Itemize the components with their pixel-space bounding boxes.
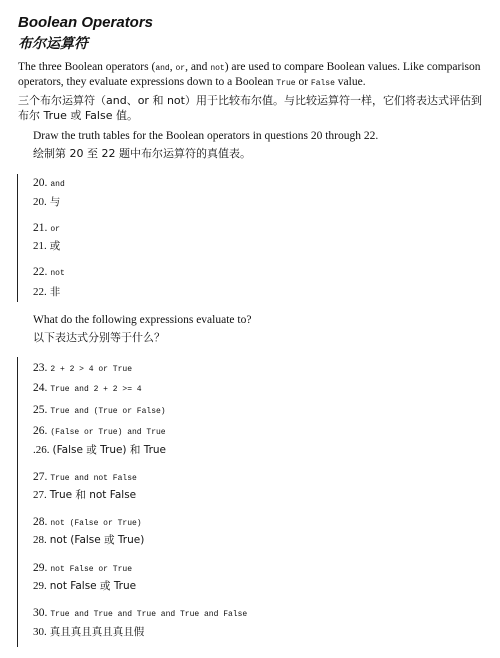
intro-text: , and xyxy=(185,61,211,73)
question-code: True and True and True and True and False xyxy=(50,610,248,619)
question-number: .26. xyxy=(33,444,50,456)
inline-code-false: False xyxy=(310,78,335,88)
question-28-en xyxy=(33,515,142,531)
question-20-zh xyxy=(33,195,60,209)
question-21-zh xyxy=(33,239,60,253)
intro-text: or xyxy=(295,75,311,88)
question-22-zh xyxy=(33,285,60,299)
question-22-en xyxy=(33,265,65,281)
question-number: 24. xyxy=(33,382,48,394)
question-translation: (False 或 True) 和 True xyxy=(52,444,167,456)
question-number: 21. xyxy=(33,222,48,234)
intro-paragraph-zh: 三个布尔运算符（and、or 和 not）用于比较布尔值。与比较运算符一样，它们将表达式评估到布尔 True 或 False 值。 xyxy=(18,94,482,122)
question-block-bar xyxy=(17,357,18,647)
inline-code-true: True xyxy=(276,78,296,88)
question-number: 30. xyxy=(33,626,47,638)
question-code: (False or True) and True xyxy=(50,428,166,437)
instruction-truth-tables-en: Draw the truth tables for the Boolean operators in questions 20 through 22. xyxy=(33,130,379,142)
question-27-zh xyxy=(33,488,136,502)
question-code: not xyxy=(50,269,65,278)
intro-text: ) are used to compare Boolean values. Like comparison operators, they evaluate expressions down to a Boolean xyxy=(18,61,481,88)
question-translation: not False 或 True xyxy=(49,580,137,592)
question-number: 29. xyxy=(33,562,48,574)
question-number: 27. xyxy=(33,471,48,483)
intro-text: value. xyxy=(334,75,366,88)
question-number: 23. xyxy=(33,362,48,374)
question-30-zh xyxy=(33,625,144,639)
question-block-bar xyxy=(17,174,18,302)
question-20-en xyxy=(33,176,65,192)
question-translation: True 和 not False xyxy=(49,489,137,501)
section-heading-en: Boolean Operators xyxy=(18,14,154,31)
question-translation: not (False 或 True) xyxy=(49,534,145,546)
question-27-en xyxy=(33,470,137,486)
section-heading-zh: 布尔运算符 xyxy=(18,36,88,52)
question-26-zh xyxy=(33,443,166,457)
inline-code-not: not xyxy=(210,64,225,73)
question-26-en xyxy=(33,424,166,440)
question-number: 25. xyxy=(33,404,48,416)
question-translation: 与 xyxy=(49,196,61,208)
question-code: and xyxy=(50,180,65,189)
question-number: 29. xyxy=(33,580,47,592)
question-number: 30. xyxy=(33,607,48,619)
question-code: True and (True or False) xyxy=(50,407,166,416)
question-number: 27. xyxy=(33,489,47,501)
question-29-en xyxy=(33,561,132,577)
inline-code-or: or xyxy=(175,64,186,73)
question-code: True and 2 + 2 >= 4 xyxy=(50,385,142,394)
intro-text: The three Boolean operators ( xyxy=(18,61,156,73)
question-number: 22. xyxy=(33,286,47,298)
question-code: 2 + 2 > 4 or True xyxy=(50,365,132,374)
question-number: 20. xyxy=(33,196,47,208)
question-21-en xyxy=(33,221,60,237)
question-translation: 非 xyxy=(49,286,61,298)
question-code: True and not False xyxy=(50,474,137,483)
inline-code-and: and xyxy=(155,64,170,73)
question-24-en xyxy=(33,381,142,397)
question-23-en xyxy=(33,361,132,377)
question-number: 28. xyxy=(33,516,48,528)
instruction-truth-tables-zh: 绘制第 20 至 22 题中布尔运算符的真值表。 xyxy=(33,147,251,160)
question-translation: 或 xyxy=(49,240,61,252)
question-number: 22. xyxy=(33,266,48,278)
question-29-zh xyxy=(33,579,136,593)
question-30-en xyxy=(33,606,247,622)
question-number: 21. xyxy=(33,240,47,252)
question-code: or xyxy=(50,225,60,234)
instruction-expressions-en: What do the following expressions evaluate to? xyxy=(33,314,252,326)
intro-paragraph-en xyxy=(18,61,488,90)
question-code: not False or True xyxy=(50,565,132,574)
intro-text: , xyxy=(169,61,176,73)
question-25-en xyxy=(33,403,166,419)
question-code: not (False or True) xyxy=(50,519,142,528)
question-number: 20. xyxy=(33,177,48,189)
question-number: 26. xyxy=(33,425,48,437)
question-28-zh xyxy=(33,533,144,547)
question-translation: 真且真且真且真且假 xyxy=(49,626,145,638)
instruction-expressions-zh: 以下表达式分别等于什么？ xyxy=(33,331,165,344)
question-number: 28. xyxy=(33,534,47,546)
